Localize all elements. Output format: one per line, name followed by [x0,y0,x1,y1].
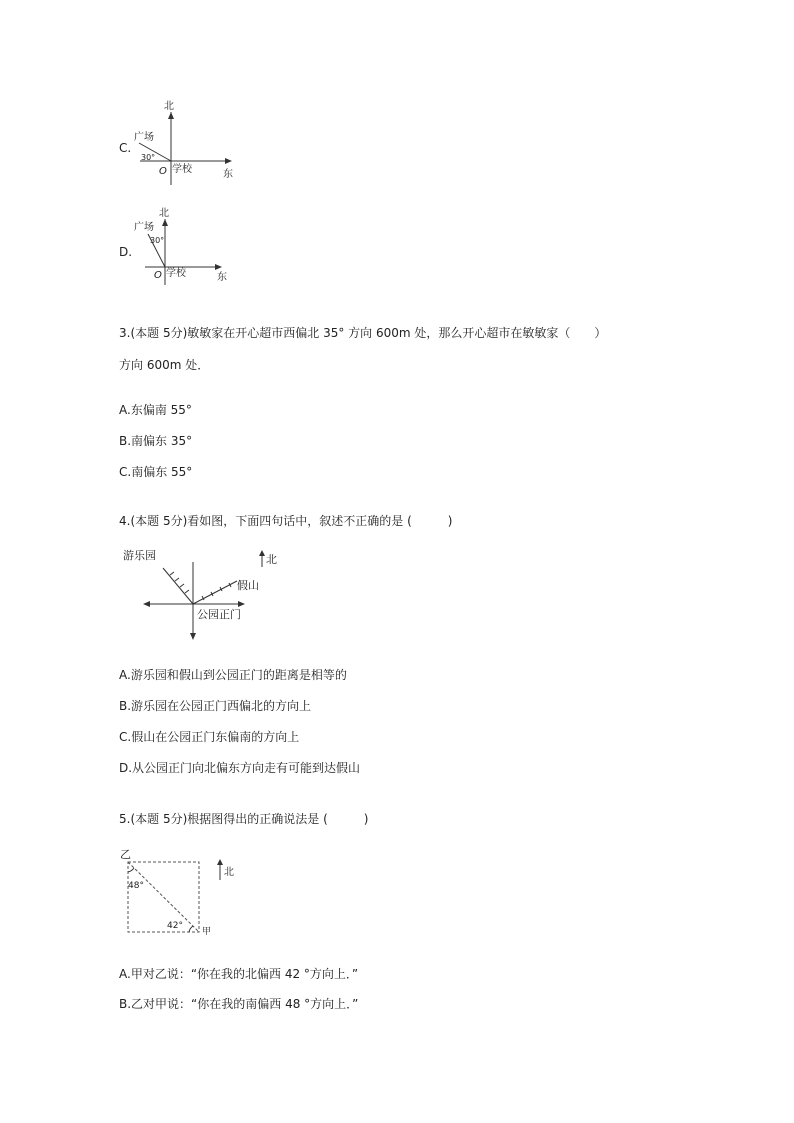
rockery-label: 假山 [237,579,259,592]
option-d-label: D. [119,245,133,259]
option-c[interactable]: C.假山在公园正门东偏南的方向上 [119,730,300,744]
option-a[interactable]: A.甲对乙说：“你在我的北偏西 42 °方向上．” [119,967,359,981]
origin-label: O [159,166,167,177]
east-label: 东 [223,169,233,180]
option-b[interactable]: B.乙对甲说：“你在我的南偏西 48 °方向上．” [119,997,359,1011]
north-label: 北 [266,553,277,566]
plaza-label: 广场 [134,222,154,233]
yi-label: 乙 [120,848,131,861]
north-label: 北 [224,867,234,878]
angle-label: 30° [150,236,165,245]
north-label: 北 [159,208,169,219]
question-3-stem-line2: 方向 600m 处． [119,358,210,372]
jia-label: 甲 [202,927,212,937]
gate-label: 公园正门 [197,608,241,621]
angle-top-label: 48° [128,881,144,891]
option-b[interactable]: B.南偏东 35° [119,434,193,448]
option-c-label: C. [119,141,132,155]
amusement-park-label: 游乐园 [123,549,156,562]
option-b[interactable]: B.游乐园在公园正门西偏北的方向上 [119,699,312,713]
option-c[interactable]: C.南偏东 55° [119,465,193,479]
east-label: 东 [217,272,227,283]
origin-label: O [154,270,162,281]
angle-bottom-label: 42° [167,921,183,931]
school-label: 学校 [172,164,192,175]
option-d[interactable]: D.从公园正门向北偏东方向走有可能到达假山 [119,761,361,775]
question-3-stem-line1: 3.(本题 5分)敏敏家在开心超市西偏北 35° 方向 600m 处，那么开心超市在敏敏家（ ） [119,326,607,340]
question-4-stem: 4.(本题 5分)看如图，下面四句话中，叙述不正确的是 ( ) [119,514,453,528]
north-label: 北 [164,101,174,112]
option-a[interactable]: A.东偏南 55° [119,403,192,417]
school-label: 学校 [166,268,186,279]
question-5-stem: 5.(本题 5分)根据图得出的正确说法是 ( ) [119,812,369,826]
option-a[interactable]: A.游乐园和假山到公园正门的距离是相等的 [119,668,347,682]
angle-label: 30° [141,153,156,162]
plaza-label: 广场 [134,132,154,143]
